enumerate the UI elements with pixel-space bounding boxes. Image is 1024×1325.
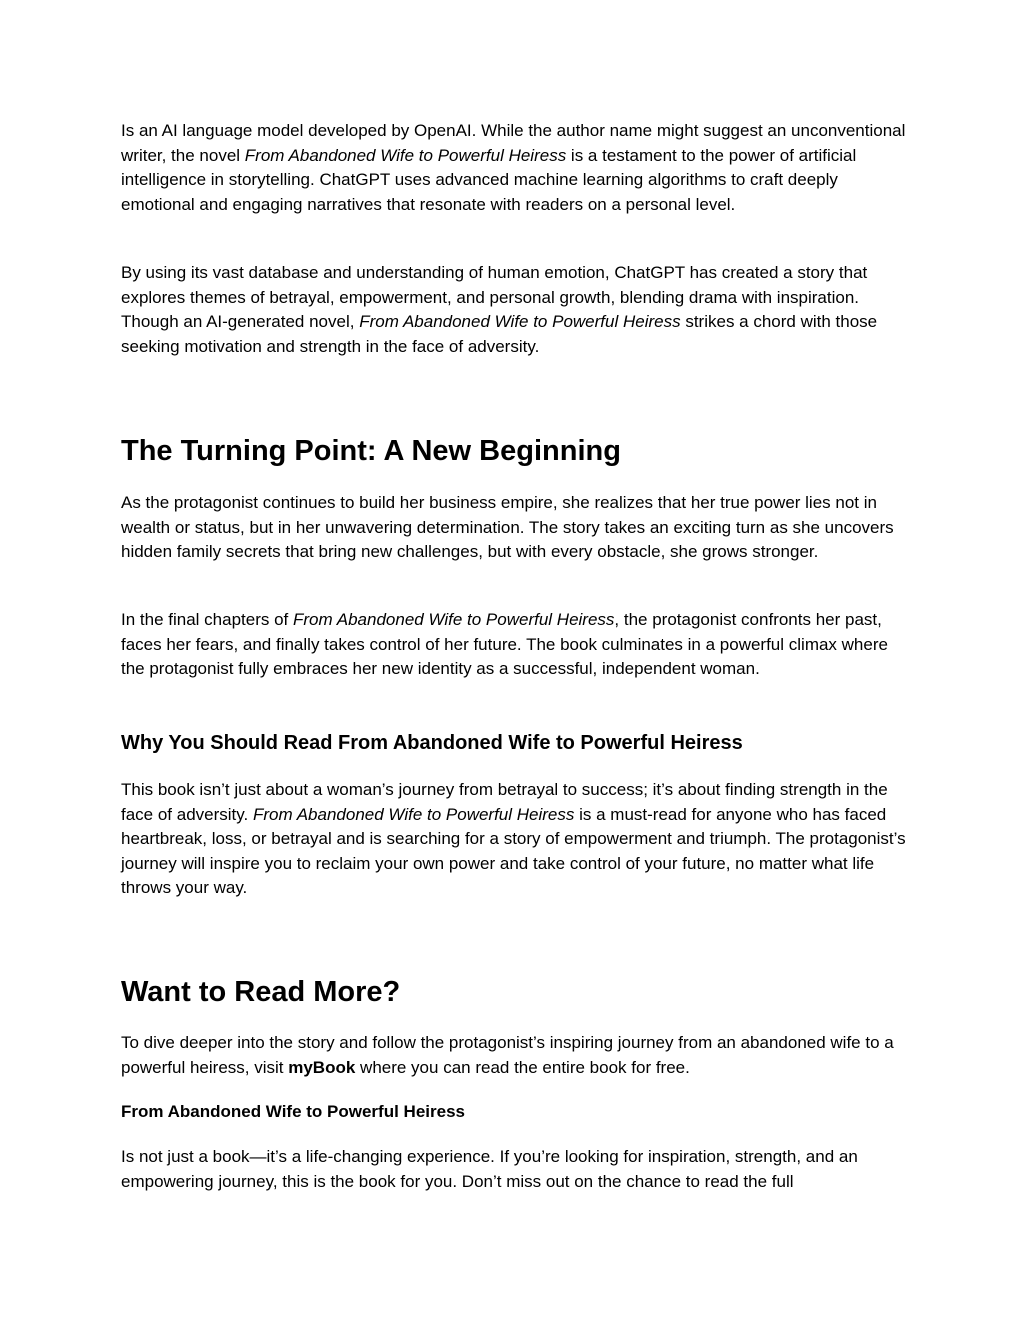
paragraph-final-chapters bbox=[121, 608, 911, 682]
book-title: From Abandoned Wife to Powerful Heiress bbox=[293, 610, 615, 629]
text: In the final chapters of bbox=[121, 610, 293, 629]
text: By using its vast database and understanding of human emotion, ChatGPT has created a story that explores themes of betrayal, empowerment, and personal growth, blending drama with inspiration. Though an AI-generated novel, bbox=[121, 263, 868, 331]
text: Is an AI language model developed by OpenAI. While the author name might suggest an unconventional writer, the novel bbox=[121, 121, 906, 165]
paragraph-life-changing: Is not just a book—it’s a life-changing experience. If you’re looking for inspiration, strength, and an empowering journey, this is the book for you. Don’t miss out on the chance to read the full bbox=[121, 1147, 858, 1191]
text: strikes a chord with those seeking motivation and strength in the face of adversity. bbox=[121, 312, 878, 356]
heading-why-read: Why You Should Read From Abandoned Wife to Powerful Heiress bbox=[121, 732, 743, 754]
paragraph-business-empire: As the protagonist continues to build her business empire, she realizes that her true power lies not in wealth or status, but in her unwavering determination. The story takes an exciting turn as she uncovers hidden family secrets that bring new challenges, but with every obstacle, she grows stronger. bbox=[121, 493, 894, 561]
paragraph-about-chatgpt bbox=[121, 119, 911, 217]
book-title: From Abandoned Wife to Powerful Heiress bbox=[244, 145, 567, 165]
mybook-link[interactable]: myBook bbox=[288, 1057, 356, 1077]
text: is a must-read for anyone who has faced heartbreak, loss, or betrayal and is searching for a story of empowerment and triumph. The protagonist’s journey will inspire you to reclaim your own power and take control of your future, no matter what life throws your way. bbox=[121, 804, 906, 897]
paragraph-themes bbox=[121, 261, 911, 359]
paragraph-visit-mybook bbox=[121, 1031, 911, 1080]
heading-read-more: Want to Read More? bbox=[121, 976, 401, 1008]
text: To dive deeper into the story and follow the protagonist’s inspiring journey from an abandoned wife to a powerful heiress, visit bbox=[121, 1033, 894, 1077]
paragraph-why-read bbox=[121, 778, 911, 901]
text: This book isn’t just about a woman’s journey from betrayal to success; it’s about finding strength in the face of adversity. bbox=[121, 780, 888, 824]
text: , the protagonist confronts her past, faces her fears, and finally takes control of her future. The book culminates in a powerful climax where the protagonist fully embraces her new identity as a successful, independent woman. bbox=[121, 610, 888, 678]
text: is a testament to the power of artificial intelligence in storytelling. ChatGPT uses advanced machine learning algorithms to craft deeply emotional and engaging narratives that resonate with readers on a personal level. bbox=[121, 145, 857, 214]
heading-turning-point: The Turning Point: A New Beginning bbox=[121, 435, 621, 467]
heading-book-title: From Abandoned Wife to Powerful Heiress bbox=[121, 1102, 465, 1121]
text: where you can read the entire book for free. bbox=[355, 1057, 690, 1077]
book-title: From Abandoned Wife to Powerful Heiress bbox=[252, 804, 575, 824]
book-title: From Abandoned Wife to Powerful Heiress bbox=[359, 312, 681, 331]
